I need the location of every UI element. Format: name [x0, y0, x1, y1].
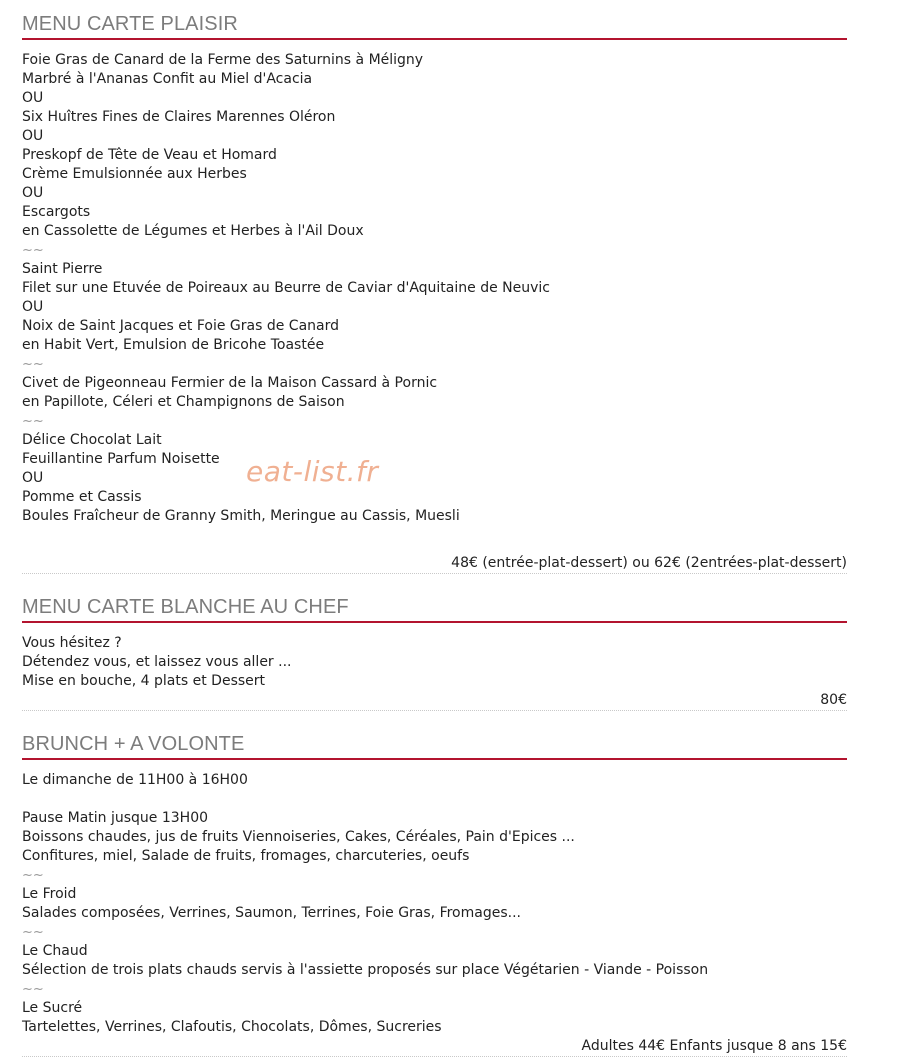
menu-line: Escargots: [22, 204, 91, 220]
menu-line: Le Froid: [22, 886, 77, 902]
price-text: Adultes 44€ Enfants jusque 8 ans 15€: [581, 1038, 847, 1054]
menu-line: Boules Fraîcheur de Granny Smith, Meringue au Cassis, Muesli: [22, 508, 460, 524]
menu-line: Boissons chaudes, jus de fruits Viennoiseries, Cakes, Céréales, Pain d'Epices ...: [22, 829, 575, 845]
menu-line: en Habit Vert, Emulsion de Bricohe Toastée: [22, 337, 325, 353]
menu-line: Foie Gras de Canard de la Ferme des Saturnins à Méligny: [22, 52, 424, 68]
menu-line: Six Huîtres Fines de Claires Marennes Oléron: [22, 109, 336, 125]
course-separator: ~~: [22, 982, 44, 997]
menu-line: Pause Matin jusque 13H00: [22, 810, 209, 826]
menu-page: [22, 0, 847, 1057]
watermark-logo: eat-list.fr: [246, 455, 379, 488]
menu-line: Saint Pierre: [22, 261, 103, 277]
menu-line: Sélection de trois plats chauds servis à l'assiette proposés sur place Végétarien - Viande - Poisson: [22, 962, 709, 978]
section-brunch: [22, 711, 847, 1057]
menu-line: OU: [22, 185, 44, 201]
course-separator: ~~: [22, 868, 44, 883]
menu-line: en Cassolette de Légumes et Herbes à l'Ail Doux: [22, 223, 364, 239]
course-separator: ~~: [22, 357, 44, 372]
menu-line: Tartelettes, Verrines, Clafoutis, Chocolats, Dômes, Sucreries: [22, 1019, 442, 1035]
menu-line: OU: [22, 90, 44, 106]
menu-line: Le Chaud: [22, 943, 88, 959]
menu-line: Crème Emulsionnée aux Herbes: [22, 166, 247, 182]
menu-lines: [22, 771, 847, 1037]
price-text: 80€: [820, 692, 847, 708]
menu-line: Mise en bouche, 4 plats et Dessert: [22, 673, 266, 689]
menu-line: Noix de Saint Jacques et Foie Gras de Canard: [22, 318, 340, 334]
menu-line: OU: [22, 299, 44, 315]
menu-line: Filet sur une Etuvée de Poireaux au Beurre de Caviar d'Aquitaine de Neuvic: [22, 280, 550, 296]
blank-line: [22, 790, 847, 809]
menu-line: Feuillantine Parfum Noisette: [22, 451, 220, 467]
menu-line: Délice Chocolat Lait: [22, 432, 162, 448]
title-divider: [22, 621, 847, 623]
menu-line: OU: [22, 470, 44, 486]
menu-line: Marbré à l'Ananas Confit au Miel d'Acacia: [22, 71, 313, 87]
menu-line: OU: [22, 128, 44, 144]
menu-line: en Papillote, Céleri et Champignons de Saison: [22, 394, 345, 410]
menu-line: Pomme et Cassis: [22, 489, 142, 505]
menu-line: Salades composées, Verrines, Saumon, Terrines, Foie Gras, Fromages...: [22, 905, 521, 921]
section-menu-carte-blanche: [22, 574, 847, 711]
menu-line: Le Sucré: [22, 1000, 83, 1016]
menu-lines: [22, 51, 847, 545]
menu-line: Civet de Pigeonneau Fermier de la Maison Cassard à Pornic: [22, 375, 438, 391]
title-divider: [22, 38, 847, 40]
menu-line: Vous hésitez ?: [22, 635, 122, 651]
title-divider: [22, 758, 847, 760]
menu-line: Confitures, miel, Salade de fruits, fromages, charcuteries, oeufs: [22, 848, 470, 864]
section-title: BRUNCH + A VOLONTE: [22, 733, 245, 755]
menu-line: Le dimanche de 11H00 à 16H00: [22, 772, 248, 788]
menu-lines: [22, 634, 847, 691]
menu-line: Détendez vous, et laissez vous aller ...: [22, 654, 292, 670]
section-menu-carte-plaisir: [22, 0, 847, 574]
blank-line: [22, 526, 847, 545]
price-text: 48€ (entrée-plat-dessert) ou 62€ (2entrées-plat-dessert): [451, 555, 847, 571]
section-title: MENU CARTE PLAISIR: [22, 13, 238, 35]
course-separator: ~~: [22, 925, 44, 940]
course-separator: ~~: [22, 243, 44, 258]
menu-line: Preskopf de Tête de Veau et Homard: [22, 147, 277, 163]
section-title: MENU CARTE BLANCHE AU CHEF: [22, 596, 349, 618]
course-separator: ~~: [22, 414, 44, 429]
